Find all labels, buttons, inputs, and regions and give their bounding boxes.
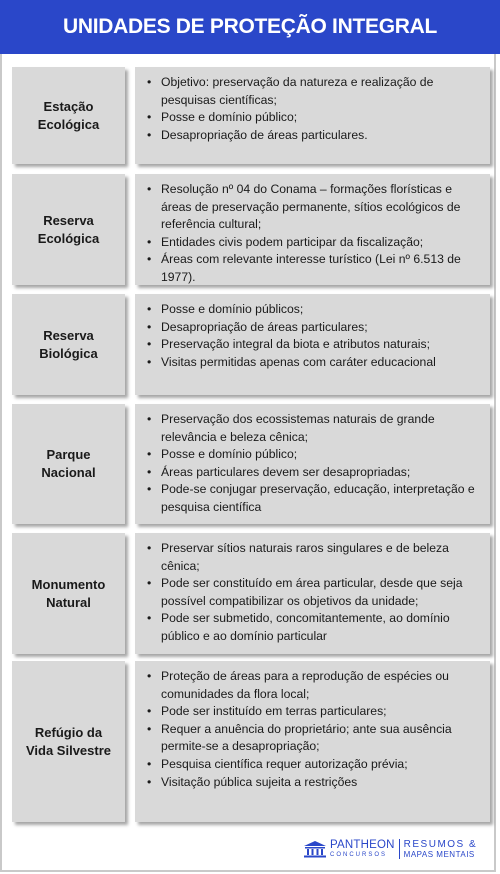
logo-divider (399, 839, 400, 859)
unit-details-box (135, 661, 490, 822)
page-title: UNIDADES DE PROTEÇÃO INTEGRAL (63, 15, 437, 38)
logo-name: PANTHEON (330, 838, 395, 851)
unit-label-box (12, 404, 125, 524)
unit-details-list (135, 411, 484, 517)
list-item: • Posse e domínio público; (161, 446, 484, 464)
list-item: • Objetivo: preservação da natureza e realização de pesquisas científicas; (161, 74, 484, 109)
unit-details-box (135, 67, 490, 164)
unit-label: Refúgio da Vida Silvestre (25, 724, 112, 758)
logo-tagline-1: RESUMOS & (403, 838, 478, 850)
list-item: • Áreas com relevante interesse turístico (Lei nº 6.513 de 1977). (161, 251, 484, 286)
unit-details-list (135, 301, 484, 371)
list-item: • Entidades civis podem participar da fiscalização; (161, 234, 484, 252)
unit-label-box (12, 661, 125, 822)
unit-details-list (135, 74, 484, 144)
list-item: • Preservar sítios naturais raros singulares e de beleza cênica; (161, 540, 484, 575)
unit-row (12, 174, 490, 285)
list-item: • Áreas particulares devem ser desapropriadas; (161, 464, 484, 482)
temple-icon (303, 840, 327, 858)
list-item: • Desapropriação de áreas particulares. (161, 127, 484, 145)
list-item: • Proteção de áreas para a reprodução de espécies ou comunidades da flora local; (161, 668, 484, 703)
list-item: • Preservação dos ecossistemas naturais de grande relevância e beleza cênica; (161, 411, 484, 446)
list-item: • Pode ser instituído em terras particulares; (161, 703, 484, 721)
unit-details-box (135, 533, 490, 654)
list-item: • Posse e domínio público; (161, 109, 484, 127)
logo-tagline-2: MAPAS MENTAIS (403, 849, 475, 859)
list-item: • Pode ser submetido, concomitantemente, ao domínio público e ao domínio particular (161, 610, 484, 645)
unit-details-list (135, 668, 484, 791)
unit-label: Reserva Ecológica (37, 212, 100, 246)
unit-row (12, 661, 490, 822)
list-item: • Desapropriação de áreas particulares; (161, 319, 484, 337)
list-item: • Requer a anuência do proprietário; ante sua ausência permite-se a desapropriação; (161, 721, 484, 756)
logo-wordmark (330, 840, 395, 859)
unit-label: Monumento Natural (31, 576, 106, 610)
unit-details-box (135, 404, 490, 524)
list-item: • Pesquisa científica requer autorização prévia; (161, 756, 484, 774)
unit-row (12, 404, 490, 524)
unit-row (12, 294, 490, 395)
unit-label-box (12, 174, 125, 285)
unit-label-box (12, 294, 125, 395)
unit-row (12, 533, 490, 654)
unit-details-box (135, 294, 490, 395)
unit-details-list (135, 181, 484, 287)
list-item: • Posse e domínio públicos; (161, 301, 484, 319)
list-item: • Preservação integral da biota e atributos naturais; (161, 336, 484, 354)
list-item: • Pode-se conjugar preservação, educação, interpretação e pesquisa científica (161, 481, 484, 516)
list-item: • Visitas permitidas apenas com caráter educacional (161, 354, 484, 372)
unit-label-box (12, 533, 125, 654)
unit-label-box (12, 67, 125, 164)
unit-label: Reserva Biológica (39, 327, 98, 361)
list-item: • Visitação pública sujeita a restrições (161, 774, 484, 792)
logo-sub: CONCURSOS (330, 852, 388, 859)
unit-label: Estação Ecológica (37, 98, 100, 132)
unit-label: Parque Nacional (41, 447, 96, 480)
page-header (0, 0, 500, 54)
logo-tagline (404, 840, 478, 859)
list-item: • Pode ser constituído em área particular, desde que seja possível compatibilizar os objetivos da unidade; (161, 575, 484, 610)
list-item: • Resolução nº 04 do Conama – formações florísticas e áreas de preservação permanente, sítios ecológicos de referência cultural; (161, 181, 484, 234)
unit-details-list (135, 540, 484, 646)
unit-details-box (135, 174, 490, 285)
unit-row (12, 67, 490, 164)
pantheon-logo (303, 838, 481, 860)
